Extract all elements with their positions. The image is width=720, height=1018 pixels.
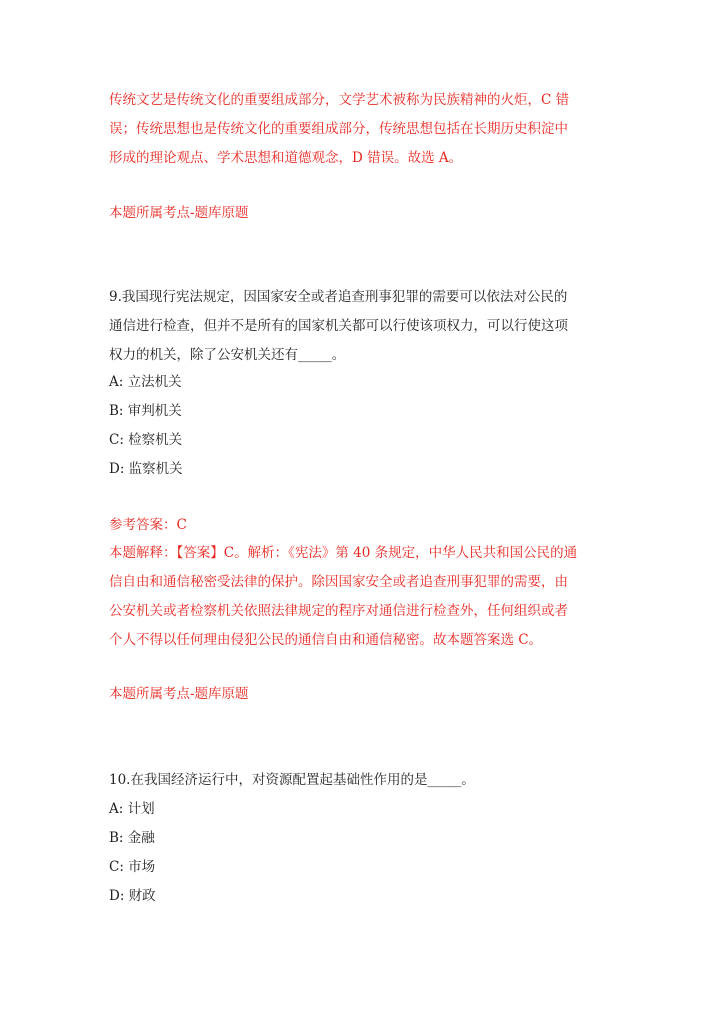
explanation-line: 传统文艺是传统文化的重要组成部分，文学艺术被称为民族精神的火炬，C 错 — [109, 92, 570, 108]
question-line: 10.在我国经济运行中，对资源配置起基础性作用的是_____。 — [109, 772, 475, 788]
explanation-line: 本题解释：【答案】C。解析：《宪法》第 40 条规定，中华人民共和国公民的通 — [109, 545, 578, 561]
explanation-line: 信自由和通信秘密受法律的保护。除因国家安全或者追查刑事犯罪的需要，由 — [109, 574, 568, 590]
option-d: D: 财政 — [109, 888, 156, 904]
option-a: A: 计划 — [109, 801, 155, 817]
question-line: 通信进行检查，但并不是所有的国家机关都可以行使该项权力，可以行使这项 — [109, 318, 568, 334]
question-line: 9.我国现行宪法规定，因国家安全或者追查刑事犯罪的需要可以依法对公民的 — [109, 289, 568, 305]
question-10-stem — [109, 766, 614, 795]
option-c: C: 市场 — [109, 859, 156, 875]
topic-text: 本题所属考点-题库原题 — [109, 686, 249, 702]
option-b: B: 审判机关 — [109, 403, 182, 419]
topic-text: 本题所属考点-题库原题 — [109, 205, 249, 221]
explanation-line: 误；传统思想也是传统文化的重要组成部分，传统思想包括在长期历史积淀中 — [109, 121, 568, 137]
topic-label — [109, 199, 614, 228]
question-9-stem — [109, 283, 614, 370]
explanation-line: 个人不得以任何理由侵犯公民的通信自由和通信秘密。故本题答案选 C。 — [109, 632, 543, 648]
answer-text: 参考答案：C — [109, 517, 187, 533]
option-d: D: 监察机关 — [109, 461, 183, 477]
question-9-answer — [109, 511, 614, 540]
option-c: C: 检察机关 — [109, 432, 183, 448]
question-10-options — [109, 795, 614, 911]
question-line: 权力的机关，除了公安机关还有_____。 — [109, 347, 346, 363]
question-9-options — [109, 368, 614, 484]
question-9-explanation — [109, 539, 614, 655]
option-a: A: 立法机关 — [109, 374, 182, 390]
explanation-line: 公安机关或者检察机关依照法律规定的程序对通信进行检查外，任何组织或者 — [109, 603, 568, 619]
explanation-line: 形成的理论观点、学术思想和道德观念，D 错误。故选 A。 — [109, 150, 463, 166]
previous-explanation — [109, 86, 614, 173]
option-b: B: 金融 — [109, 830, 155, 846]
question-9-topic — [109, 680, 614, 709]
